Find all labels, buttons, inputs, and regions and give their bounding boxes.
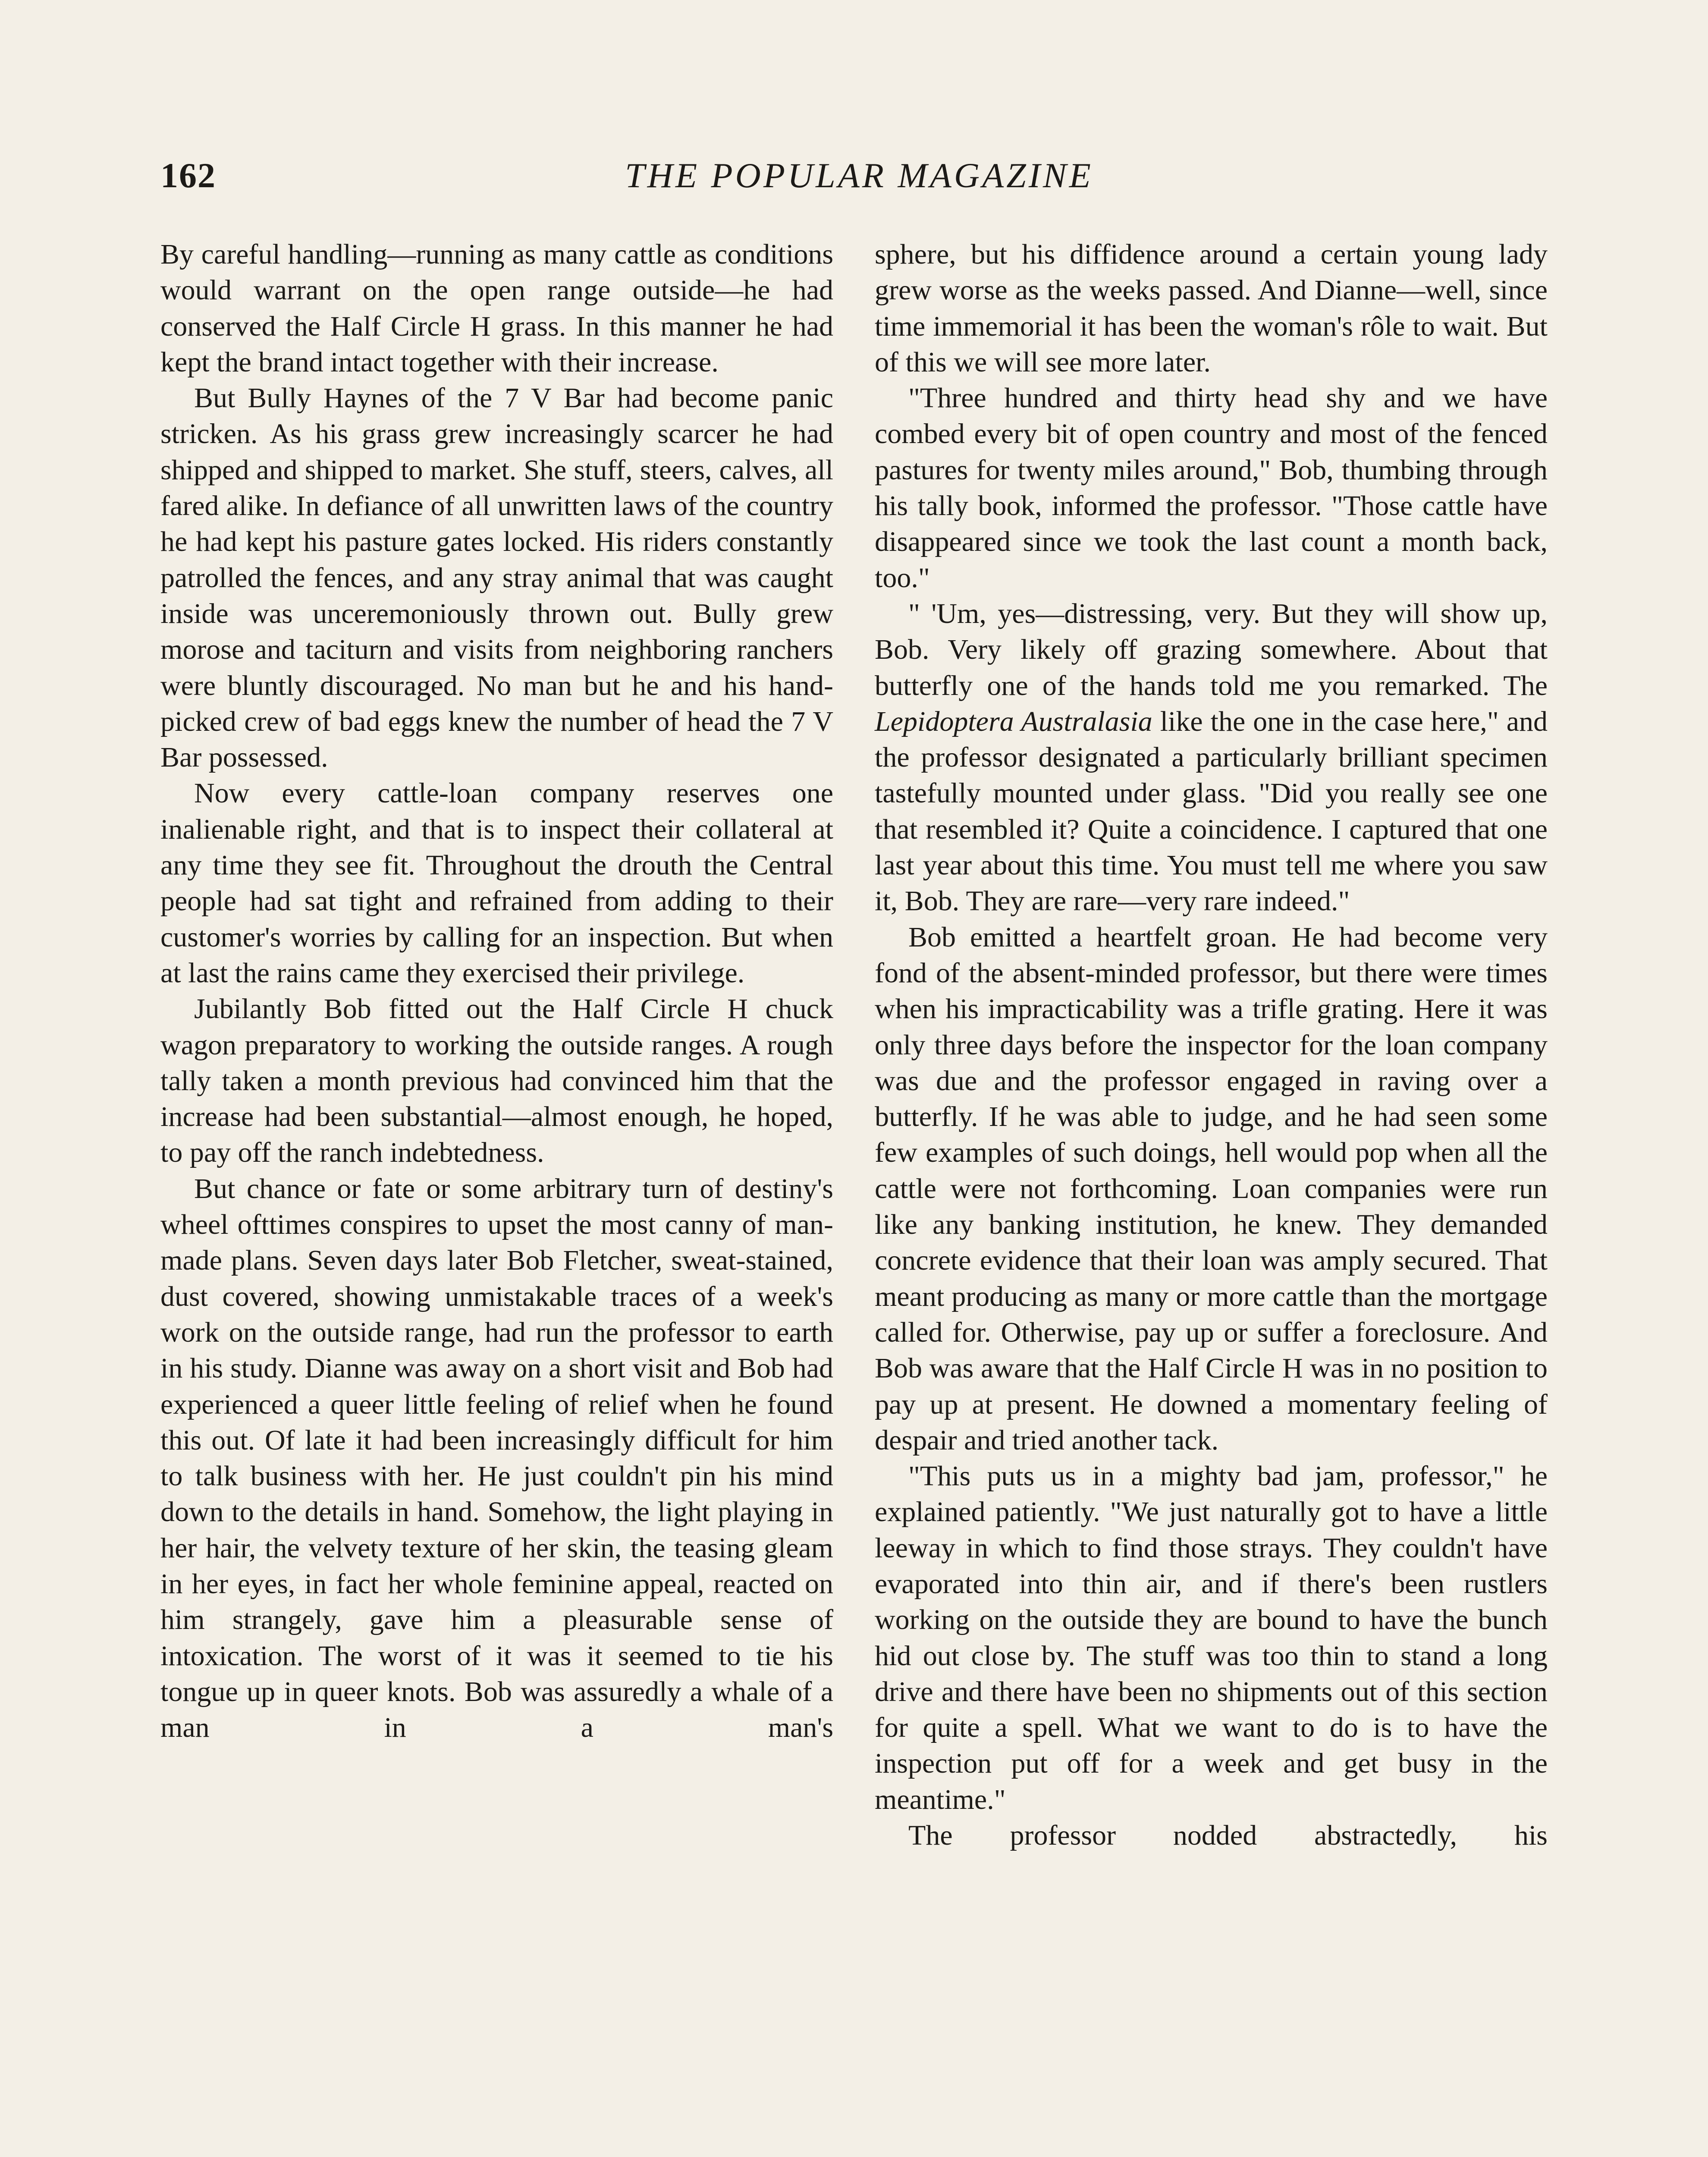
page-header [160,155,1558,207]
paragraph: "This puts us in a mighty bad jam, professor," he explained patiently. "We just naturally got to have a little leeway in which to find those strays. They couldn't have evaporated into thin air, and if there's been rustlers working on the outside they are bound to have the bunch hid out close by. The stuff was too thin to stand a long drive and there have been no shipments out of this section for quite a spell. What we want to do is to have the inspection put off for a week and get busy in the meantime." [875,1460,1548,1815]
left-column [160,236,833,1745]
paragraph-text: like the one in the case here," and the professor designated a particularly brilliant specimen tastefully mounted under glass. "Did you really see one that resembled it? Quite a coincidence. I captured that one last year about this time. You must tell me where you saw it, Bob. They are rare—very rare indeed." [875,705,1548,917]
page-number: 162 [160,156,216,195]
paragraph: Now every cattle-loan company reserves one inalienable right, and that is to inspect their collateral at any time they see fit. Throughout the drouth the Central people had sat tight and refrained from adding to their customer's worries by calling for an inspection. But when at last the rains came they exercised their privilege. [160,777,833,989]
paragraph-text: " 'Um, yes—distressing, very. But they will show up, Bob. Very likely off grazing somewhere. About that butterfly one of the hands told me you remarked. The [875,597,1548,701]
paragraph: "Three hundred and thirty head shy and we have combed every bit of open country and most of the fenced pastures for twenty miles around," Bob, thumbing through his tally book, informed the professor. "Those cattle have disappeared since we took the last count a month back, too." [875,382,1548,594]
paragraph: The professor nodded abstractedly, his [908,1820,1548,1852]
paragraph: sphere, but his diffidence around a certain young lady grew worse as the weeks passed. And Dianne—well, since time immemorial it has been the woman's rôle to wait. But of this we will see more later. [875,239,1548,378]
species-name: Lepidoptera Australasia [875,705,1152,737]
paragraph: But Bully Haynes of the 7 V Bar had become panic stricken. As his grass grew increasingly scarcer he had shipped and shipped to market. She stuff, steers, calves, all fared alike. In defiance of all unwritten laws of the country he had kept his pasture gates locked. His riders constantly patrolled the fences, and any stray animal that was caught inside was unceremoniously thrown out. Bully grew morose and taciturn and visits from neighboring ranchers were bluntly discouraged. No man but he and his hand-picked crew of bad eggs knew the number of head the 7 V Bar possessed. [160,382,833,774]
paragraph: Bob emitted a heartfelt groan. He had become very fond of the absent-minded professor, but there were times when his impracticability was a trifle grating. Here it was only three days before the inspector for the loan company was due and the professor engaged in raving over a butterfly. If he was able to judge, and he had seen some few examples of such doings, hell would pop when all the cattle were not forthcoming. Loan companies were run like any banking institution, he knew. They demanded concrete evidence that their loan was amply secured. That meant producing as many or more cattle than the mortgage called for. Otherwise, pay up or suffer a foreclosure. And Bob was aware that the Half Circle H was in no position to pay up at present. He downed a momentary feeling of despair and tried another tack. [875,921,1548,1456]
paragraph [875,596,1548,919]
paragraph: But chance or fate or some arbitrary turn of destiny's wheel ofttimes conspires to upset the most canny of man-made plans. Seven days later Bob Fletcher, sweat-stained, dust covered, showing unmistakable traces of a week's work on the outside range, had run the professor to earth in his study. Dianne was away on a short visit and Bob had experienced a queer little feeling of relief when he found this out. Of late it had been increasingly difficult for him to talk business with her. He just couldn't pin his mind down to the details in hand. Somehow, the light playing in her hair, the velvety texture of her skin, the teasing gleam in her eyes, in fact her whole feminine appeal, reacted on him strangely, gave him a pleasurable sense of intoxication. The worst of it was it seemed to tie his tongue up in queer knots. Bob was assuredly a whale of a man in a man's [160,1173,833,1744]
paragraph: By careful handling—running as many cattle as conditions would warrant on the open range outside—he had conserved the Half Circle H grass. In this manner he had kept the brand intact together with their increase. [160,239,833,378]
paragraph: Jubilantly Bob fitted out the Half Circle H chuck wagon preparatory to working the outside ranges. A rough tally taken a month previous had convinced him that the increase had been substantial—almost enough, he hoped, to pay off the ranch indebtedness. [160,993,833,1169]
running-head: THE POPULAR MAGAZINE [625,156,1093,195]
right-column [875,236,1548,1853]
